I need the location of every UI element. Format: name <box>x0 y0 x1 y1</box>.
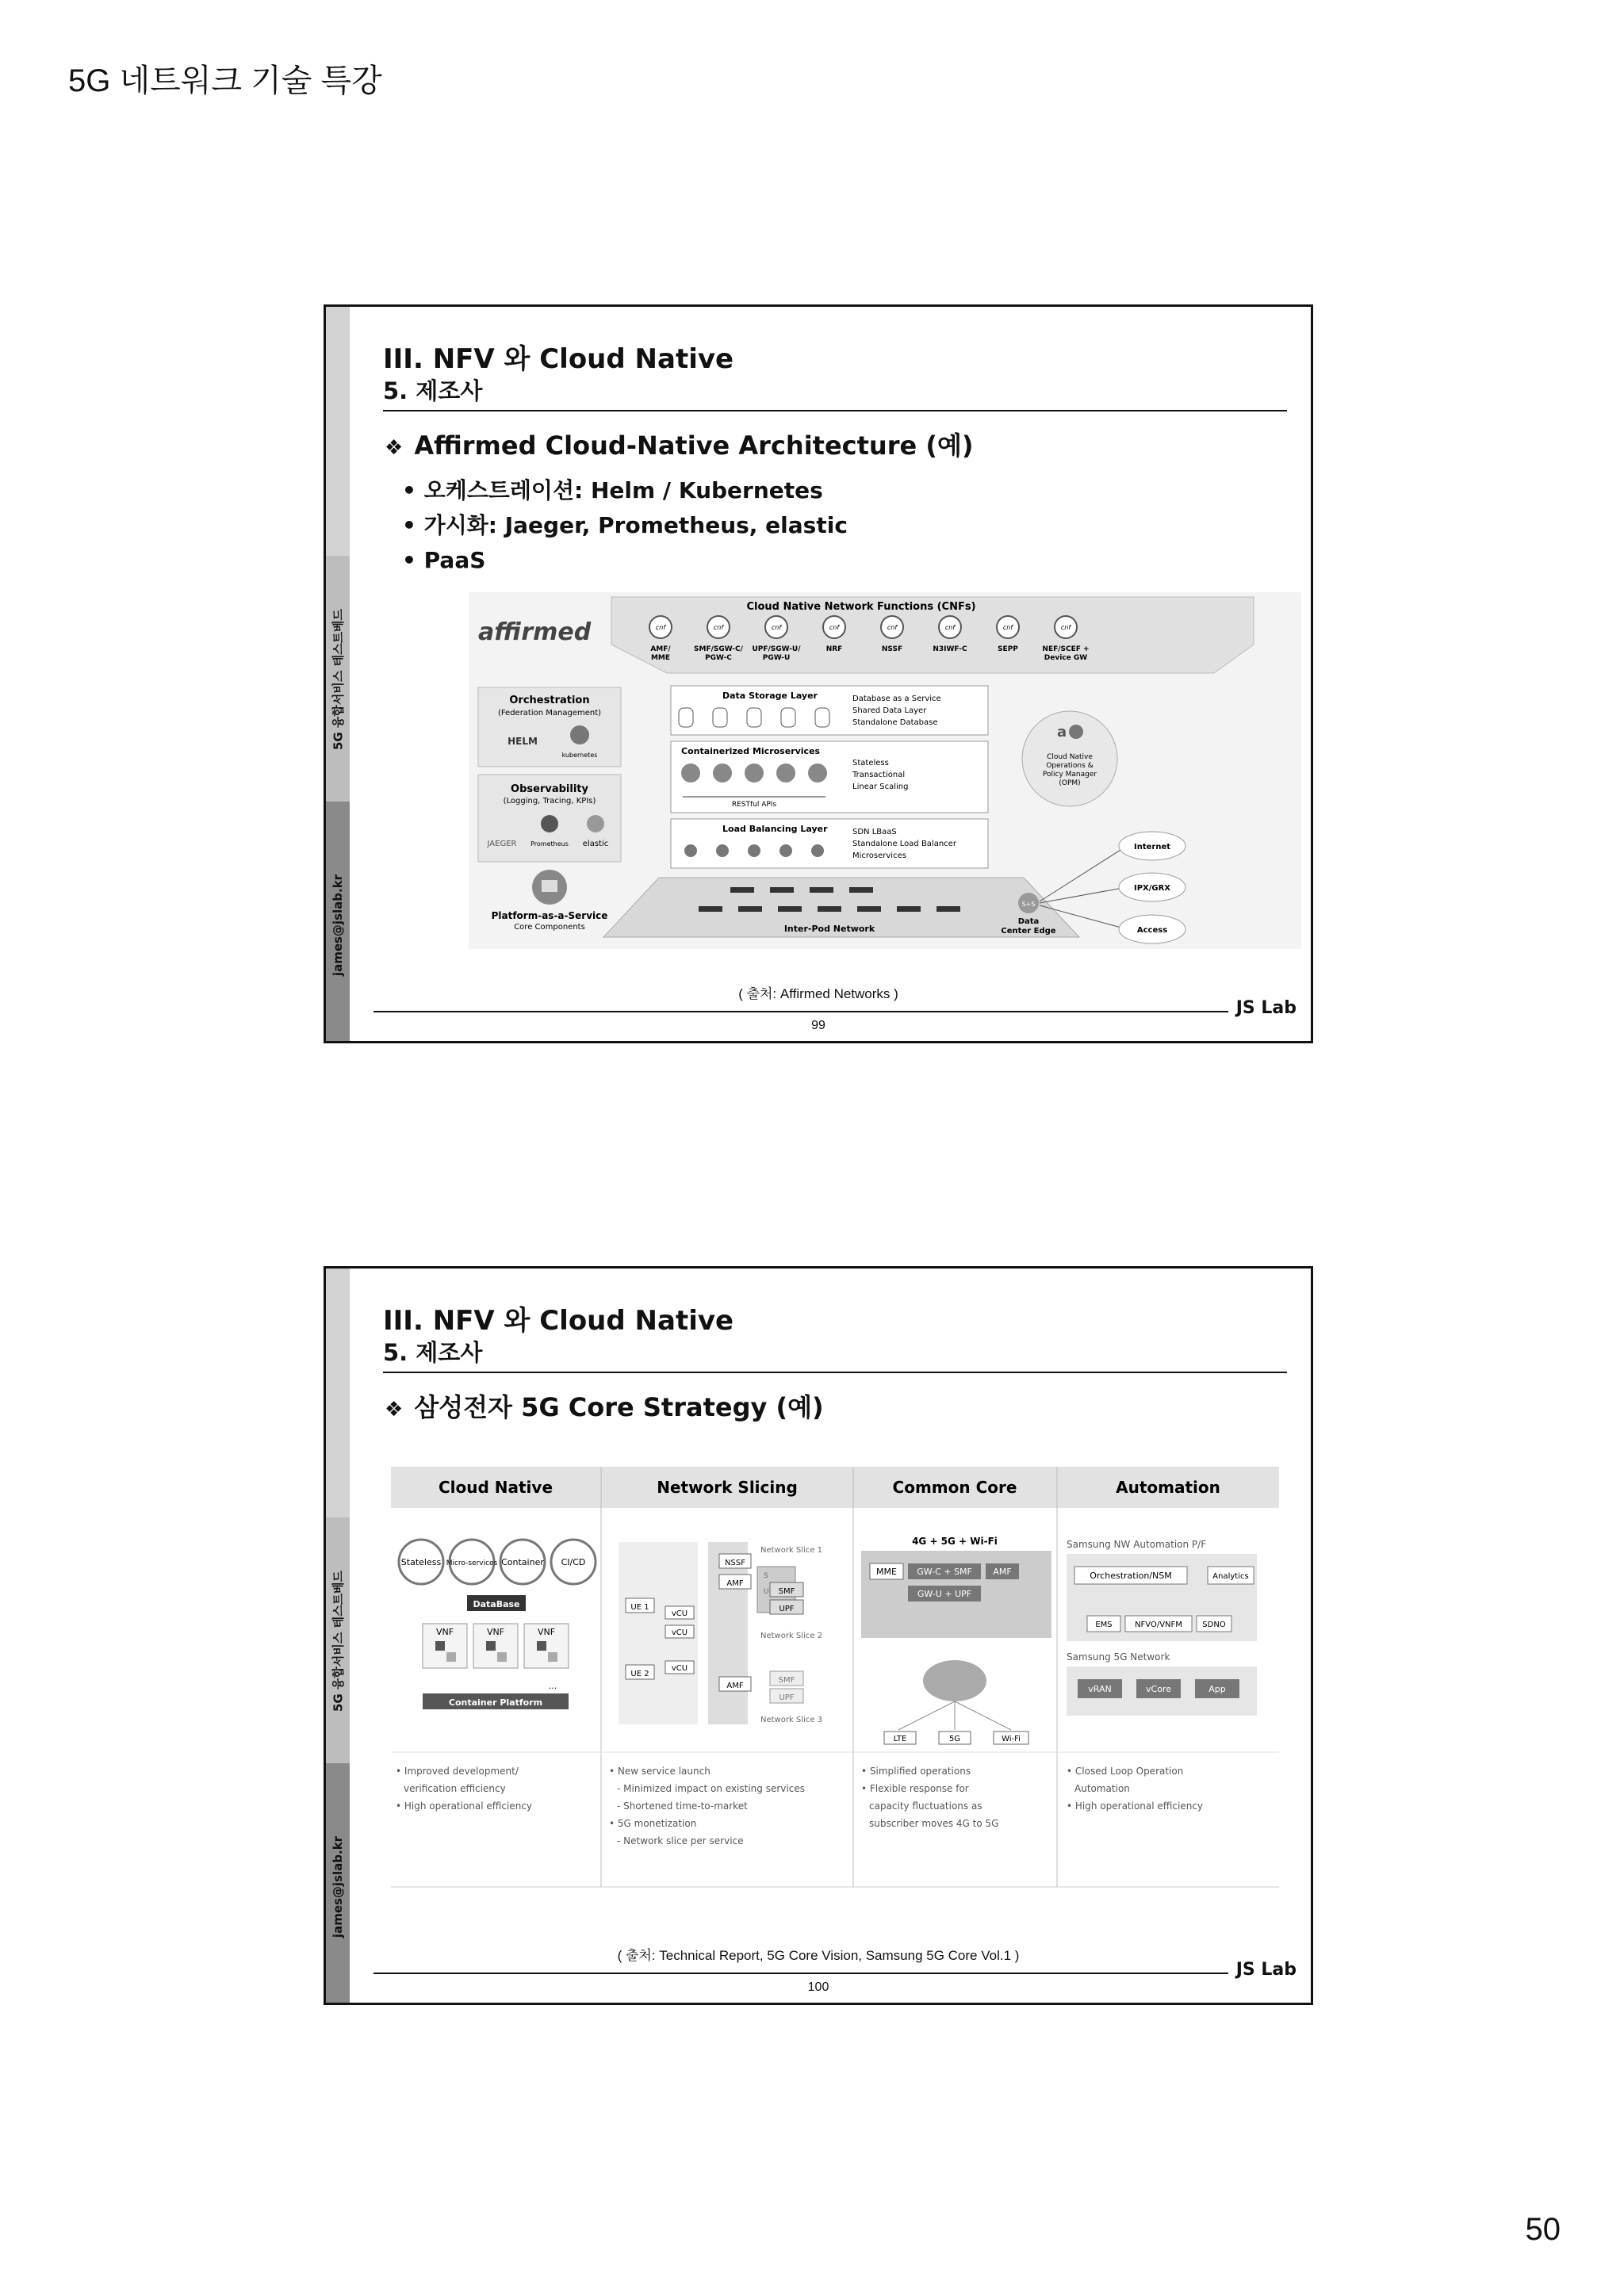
slide-source: ( 출처: Technical Report, 5G Core Vision, Samsung 5G Core Vol.1 ) <box>617 1948 1020 1963</box>
prometheus-label: Prometheus <box>530 840 569 848</box>
helm-logo: HELM <box>508 736 538 747</box>
gwc-label: GW-C + SMF <box>917 1567 972 1577</box>
database-label: DataBase <box>473 1599 520 1609</box>
cnf-label: MME <box>650 654 671 662</box>
slide-heading: ❖ 삼성전자 5G Core Strategy (예) <box>385 1392 824 1422</box>
analytics-label: Analytics <box>1212 1572 1249 1581</box>
upf-label: UPF <box>779 1693 795 1702</box>
column-header: Common Core <box>892 1478 1017 1497</box>
slice-label: Network Slice 1 <box>760 1546 823 1555</box>
storage-item: Database as a Service <box>852 695 941 703</box>
cn-circle-label: CI/CD <box>561 1557 586 1567</box>
cnf-label: SEPP <box>998 645 1018 653</box>
side-label-testbed: 5G 융합서비스 테스트베드 <box>331 608 346 751</box>
lb-item: Standalone Load Balancer <box>852 840 956 848</box>
vnf-label: VNF <box>435 1627 454 1637</box>
cloud-icon <box>923 1660 986 1701</box>
cloud-label: Access <box>1136 926 1168 935</box>
s-label: S <box>764 1572 768 1580</box>
cnf-icon-label: cnf <box>771 624 782 631</box>
cn-circle-label: Stateless <box>400 1557 442 1567</box>
orch-label: Orchestration/NSM <box>1090 1571 1172 1581</box>
nssf-label: NSSF <box>725 1559 745 1567</box>
opm-line: Operations & <box>1046 762 1094 770</box>
automation-note: Automation <box>1074 1783 1130 1794</box>
cnf-label: NEF/SCEF + <box>1042 645 1090 653</box>
opm-line: (OPM) <box>1059 779 1081 787</box>
slide-side-bar <box>326 307 350 1041</box>
cnf-label: PGW-U <box>762 654 791 662</box>
slide-side-bar <box>326 1269 350 2003</box>
amf-label: AMF <box>993 1567 1012 1577</box>
paas-sub: Core Components <box>514 923 585 932</box>
cnf-title: Cloud Native Network Functions (CNFs) <box>746 601 976 613</box>
observability-title: Observability <box>511 783 588 795</box>
cnf-icon-label: cnf <box>829 624 840 631</box>
opm-line: Cloud Native <box>1047 753 1093 761</box>
node-label: vCore <box>1146 1684 1171 1694</box>
kubernetes-label: kubernetes <box>561 752 598 759</box>
common-title: 4G + 5G + Wi-Fi <box>912 1536 998 1547</box>
slide-100 <box>324 1266 1313 2005</box>
cnf-icon-label: cnf <box>944 624 956 631</box>
data-storage-title: Data Storage Layer <box>722 691 818 701</box>
common-note: • Flexible response for <box>861 1783 969 1794</box>
slicing-note: • 5G monetization <box>609 1818 697 1829</box>
mme-label: MME <box>876 1567 897 1577</box>
gwu-label: GW-U + UPF <box>917 1589 972 1599</box>
cn-note: verification efficiency <box>404 1783 506 1794</box>
amf-label: AMF <box>726 1682 744 1690</box>
elastic-icon <box>587 815 604 832</box>
cnf-label: Device GW <box>1044 654 1088 662</box>
cn-note: • Improved development/ <box>396 1766 519 1777</box>
js-lab-logo: JS Lab <box>1235 1960 1297 1980</box>
automation-title: Samsung NW Automation P/F <box>1067 1539 1207 1550</box>
container-platform-label: Container Platform <box>448 1697 543 1708</box>
cnf-icon-label: cnf <box>713 624 724 631</box>
bullet-item: • 가시화: Jaeger, Prometheus, elastic <box>402 508 848 543</box>
microservices-title: Containerized Microservices <box>681 746 821 756</box>
access-label: 5G <box>948 1735 961 1743</box>
vcu-label: vCU <box>671 1664 688 1673</box>
page-header: 5G 네트워크 기술 특강 <box>68 63 382 98</box>
ue-label: UE 2 <box>630 1670 649 1678</box>
automation-note: • Closed Loop Operation <box>1067 1766 1184 1777</box>
load-balancing-title: Load Balancing Layer <box>722 824 828 834</box>
cn-circle-label: Micro-services <box>446 1559 498 1567</box>
u-label: U <box>764 1588 769 1596</box>
column-header: Automation <box>1116 1478 1220 1497</box>
smf-label: SMF <box>778 1587 795 1596</box>
cnf-icon-label: cnf <box>1060 624 1071 631</box>
slide-number: 100 <box>807 1980 829 1994</box>
more-dots: ... <box>548 1681 557 1691</box>
cnf-label: NRF <box>825 645 843 653</box>
jaeger-label: JAEGER <box>487 840 517 848</box>
column-header: Cloud Native <box>438 1478 553 1497</box>
samsung-strategy-figure <box>391 1467 1279 1895</box>
paas-title: Platform-as-a-Service <box>491 910 608 921</box>
restful-apis-label: RESTful APIs <box>731 801 777 809</box>
side-label-testbed: 5G 융합서비스 테스트베드 <box>331 1570 346 1712</box>
prometheus-icon <box>541 815 558 832</box>
cnf-label: N3IWF-C <box>933 645 967 653</box>
storage-item: Standalone Database <box>852 718 938 727</box>
sdno-label: SDNO <box>1202 1621 1226 1629</box>
slicing-note: - Minimized impact on existing services <box>617 1783 805 1794</box>
bullet-item: • 오케스트레이션: Helm / Kubernetes <box>402 473 848 508</box>
bullet-list <box>402 473 848 578</box>
slide-title: III. NFV 와 Cloud Native <box>383 343 734 375</box>
cnf-label: PGW-C <box>705 654 732 662</box>
edge-label: Data <box>1017 917 1040 926</box>
cnf-label: NSSF <box>881 645 903 653</box>
edge-router-label: S+S <box>1021 901 1036 908</box>
amf-label: AMF <box>726 1579 744 1588</box>
slice-label: Network Slice 2 <box>760 1632 823 1640</box>
upf-label: UPF <box>779 1605 795 1613</box>
node-label: vRAN <box>1088 1684 1112 1694</box>
vnf-label: VNF <box>537 1627 556 1637</box>
side-label-email: james@jslab.kr <box>331 1835 345 1938</box>
lb-item: SDN LBaaS <box>852 828 897 836</box>
microservice-item: Transactional <box>852 771 906 779</box>
orchestration-title: Orchestration <box>509 695 590 706</box>
orchestration-sub: (Federation Management) <box>497 709 602 718</box>
bullet-item: • PaaS <box>402 543 848 578</box>
cnf-icon-label: cnf <box>1002 624 1013 631</box>
slide-title: III. NFV 와 Cloud Native <box>383 1305 734 1337</box>
svg-text:a: a <box>1057 724 1067 740</box>
edge-label: Center Edge <box>1001 927 1056 936</box>
diamond-bullet-icon: ❖ <box>385 436 404 460</box>
affirmed-architecture-figure <box>469 592 1301 949</box>
cloud-label: IPX/GRX <box>1133 884 1171 893</box>
slice-label: Network Slice 3 <box>760 1716 823 1724</box>
slide-heading: ❖ Affirmed Cloud-Native Architecture (예) <box>385 430 974 461</box>
slide-99 <box>324 304 1313 1043</box>
slicing-note: • New service launch <box>609 1766 710 1777</box>
slide-source: ( 출처: Affirmed Networks ) <box>738 986 898 1001</box>
common-note: capacity fluctuations as <box>869 1800 982 1812</box>
observability-sub: (Logging, Tracing, KPIs) <box>503 797 596 806</box>
cnf-icon-label: cnf <box>655 624 666 631</box>
samsung-network-label: Samsung 5G Network <box>1067 1651 1170 1663</box>
common-note: • Simplified operations <box>861 1766 971 1777</box>
diamond-bullet-icon: ❖ <box>385 1398 404 1422</box>
page-number: 50 <box>1525 2212 1561 2247</box>
nfvo-label: NFVO/VNFM <box>1135 1621 1182 1629</box>
cnf-label: SMF/SGW-C/ <box>694 645 743 653</box>
inter-pod-label: Inter-Pod Network <box>783 924 875 934</box>
automation-note: • High operational efficiency <box>1067 1800 1204 1812</box>
elastic-label: elastic <box>582 840 609 848</box>
slicing-note: - Shortened time-to-market <box>617 1800 748 1812</box>
ue-label: UE 1 <box>630 1603 649 1612</box>
slide-number: 99 <box>811 1019 825 1032</box>
access-label: LTE <box>893 1735 907 1743</box>
vcu-label: vCU <box>671 1609 688 1618</box>
ems-label: EMS <box>1095 1621 1113 1629</box>
slicing-note: - Network slice per service <box>617 1835 744 1846</box>
common-note: subscriber moves 4G to 5G <box>869 1818 999 1829</box>
smf-label: SMF <box>778 1676 795 1685</box>
cnf-icon-label: cnf <box>887 624 898 631</box>
lb-item: Microservices <box>852 851 906 860</box>
column-header: Network Slicing <box>657 1478 798 1497</box>
cnf-label: UPF/SGW-U/ <box>752 645 801 653</box>
js-lab-logo: JS Lab <box>1235 998 1297 1018</box>
cnf-label: AMF/ <box>650 645 671 653</box>
cn-note: • High operational efficiency <box>396 1800 533 1812</box>
cloud-label: Internet <box>1133 843 1171 851</box>
cn-circle-label: Container <box>501 1557 544 1567</box>
storage-item: Shared Data Layer <box>852 706 927 715</box>
microservice-item: Linear Scaling <box>852 783 909 791</box>
microservice-item: Stateless <box>852 759 889 767</box>
access-label: Wi-Fi <box>1002 1735 1021 1743</box>
slide-subtitle: 5. 제조사 <box>383 377 483 404</box>
slide-subtitle: 5. 제조사 <box>383 1339 483 1366</box>
affirmed-logo: affirmed <box>478 618 592 646</box>
vnf-label: VNF <box>486 1627 505 1637</box>
side-label-email: james@jslab.kr <box>331 874 345 977</box>
opm-line: Policy Manager <box>1042 771 1097 779</box>
kubernetes-icon <box>570 725 589 744</box>
node-label: App <box>1208 1684 1226 1694</box>
vcu-label: vCU <box>671 1628 688 1637</box>
